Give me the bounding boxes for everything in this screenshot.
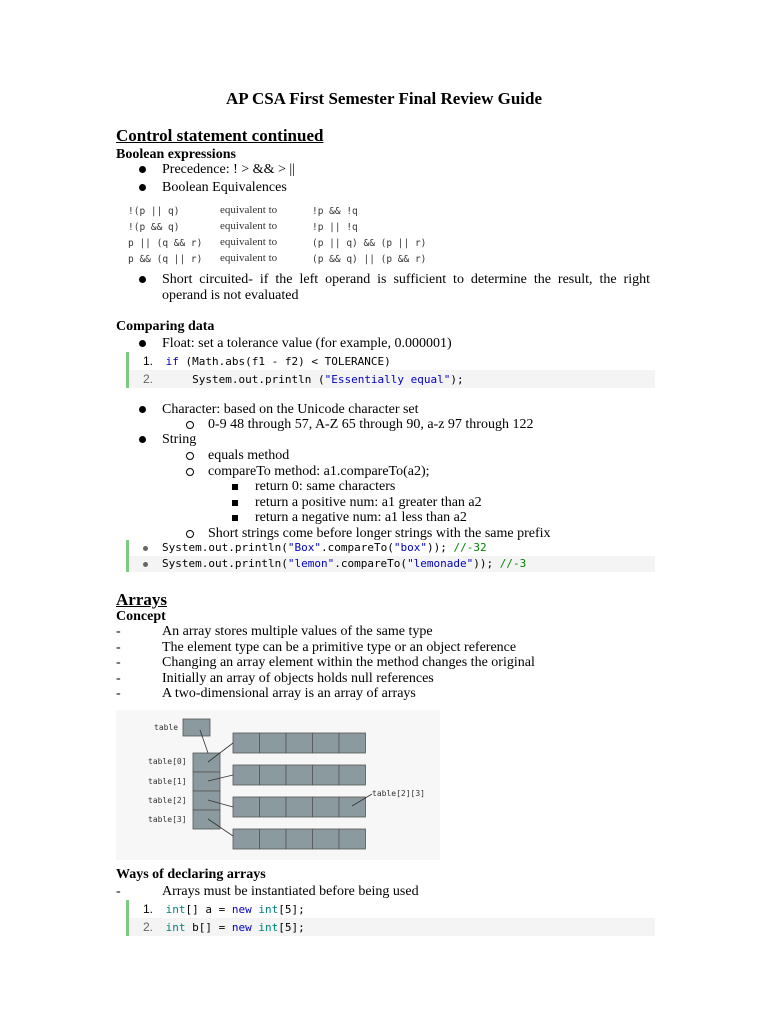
row-label: table[3]	[148, 815, 187, 824]
code-type: int	[258, 903, 279, 916]
eq-mid: equivalent to	[220, 236, 278, 248]
equivalences-text: Boolean Equivalences	[162, 180, 287, 195]
dash-bullet: -	[116, 686, 121, 701]
dash-bullet: -	[116, 884, 121, 899]
concept-heading: Concept	[116, 609, 166, 624]
code-block-float	[126, 352, 655, 388]
line-number: 1.	[142, 902, 153, 916]
table-label: table	[154, 723, 179, 732]
code-text: [5];	[278, 921, 305, 934]
control-heading: Control statement continued	[116, 126, 324, 145]
code-comment: //-3	[499, 557, 527, 570]
circle-bullet-icon	[186, 421, 194, 429]
code-line	[129, 556, 655, 572]
code-text: [5];	[278, 903, 305, 916]
ways-text: Arrays must be instantiated before being used	[162, 884, 419, 899]
line-bullet-icon	[143, 546, 148, 551]
code-keyword: new	[231, 921, 252, 934]
string-text: String	[162, 432, 197, 447]
code-string: "Box"	[287, 541, 321, 554]
concept-item: An array stores multiple values of the same type	[162, 624, 433, 639]
char-range-text: 0-9 48 through 57, A-Z 65 through 90, a-z 97 through 122	[208, 417, 534, 432]
bullet-item	[139, 162, 146, 178]
code-string: "box"	[393, 541, 427, 554]
bullet-item	[139, 180, 146, 196]
code-text: b[] =	[185, 921, 232, 934]
arrays-heading: Arrays	[116, 590, 167, 609]
boolean-heading: Boolean expressions	[116, 147, 236, 162]
equals-text: equals method	[208, 448, 290, 463]
code-line	[129, 900, 655, 918]
code-block-declare	[126, 900, 655, 936]
cell-label: table[2][3]	[372, 789, 425, 798]
concept-item: A two-dimensional array is an array of arrays	[162, 686, 416, 701]
concept-item: The element type can be a primitive type or an object reference	[162, 640, 517, 655]
code-type: int	[165, 903, 186, 916]
short-circuit-text-cont: operand is not evaluated	[162, 288, 299, 303]
ways-heading: Ways of declaring arrays	[116, 867, 266, 882]
square-bullet-icon	[232, 500, 238, 506]
code-text: (Math.abs(f1 - f2) < TOLERANCE)	[178, 355, 391, 368]
dash-bullet: -	[116, 671, 121, 686]
row-label: table[1]	[148, 777, 187, 786]
page-title: AP CSA First Semester Final Review Guide	[225, 89, 543, 108]
short-circuit-text: Short circuited- if the left operand is sufficient to determine the result, the right	[162, 272, 650, 287]
code-text: );	[450, 373, 464, 386]
eq-mid: equivalent to	[220, 252, 278, 264]
code-type: int	[165, 921, 186, 934]
concept-item: Changing an array element within the method changes the original	[162, 655, 535, 670]
bullet-icon	[139, 276, 146, 283]
code-line	[129, 918, 655, 936]
character-text: Character: based on the Unicode character set	[162, 402, 419, 417]
code-text: .compareTo(	[320, 541, 394, 554]
code-text: [] a =	[185, 903, 232, 916]
eq-left: !(p && q)	[128, 222, 180, 233]
return-zero-text: return 0: same characters	[255, 479, 396, 494]
table-ref-box	[183, 719, 210, 736]
return-negative-text: return a negative num: a1 less than a2	[255, 510, 467, 525]
bullet-icon	[139, 184, 146, 191]
code-text: System.out.println (	[165, 373, 325, 386]
code-keyword: if	[165, 355, 179, 368]
square-bullet-icon	[232, 515, 238, 521]
code-block-compareto	[126, 540, 655, 572]
bullet-icon	[139, 436, 146, 443]
bullet-icon	[139, 166, 146, 173]
bullet-item	[139, 272, 146, 288]
concept-item: Initially an array of objects holds null references	[162, 671, 434, 686]
code-line	[129, 352, 655, 370]
code-line	[129, 540, 655, 556]
sub-sub-bullet	[232, 510, 238, 526]
eq-right: !p && !q	[312, 206, 358, 217]
bullet-item	[139, 402, 146, 418]
dash-bullet: -	[116, 655, 121, 670]
bullet-icon	[139, 340, 146, 347]
code-string: "lemonade"	[407, 557, 474, 570]
short-strings-text: Short strings come before longer strings with the same prefix	[208, 526, 551, 541]
float-text: Float: set a tolerance value (for example, 0.000001)	[162, 336, 452, 351]
line-number: 1.	[142, 354, 153, 368]
code-line	[129, 370, 655, 388]
bullet-item	[139, 432, 146, 448]
sub-sub-bullet	[232, 495, 238, 511]
sub-bullet	[186, 464, 194, 480]
compareto-text: compareTo method: a1.compareTo(a2);	[208, 464, 430, 479]
code-comment: //-32	[453, 541, 487, 554]
line-number: 2.	[142, 372, 153, 386]
line-number: 2.	[142, 920, 153, 934]
bullet-icon	[139, 406, 146, 413]
sub-sub-bullet	[232, 479, 238, 495]
circle-bullet-icon	[186, 468, 194, 476]
square-bullet-icon	[232, 484, 238, 490]
boolean-equivalence-table	[116, 200, 436, 270]
circle-bullet-icon	[186, 530, 194, 538]
code-text: ));	[426, 541, 454, 554]
outer-array	[193, 753, 220, 829]
eq-mid: equivalent to	[220, 220, 278, 232]
two-d-array-diagram	[116, 710, 440, 860]
return-positive-text: return a positive num: a1 greater than a2	[255, 495, 482, 510]
row-label: table[0]	[148, 757, 187, 766]
code-string: "Essentially equal"	[324, 373, 451, 386]
code-text: ));	[473, 557, 500, 570]
eq-left: !(p || q)	[128, 206, 180, 217]
sub-bullet	[186, 448, 194, 464]
eq-left: p || (q && r)	[128, 238, 203, 249]
code-text: System.out.println(	[162, 557, 288, 570]
eq-left: p && (q || r)	[128, 254, 203, 265]
sub-bullet	[186, 417, 194, 433]
code-text: .compareTo(	[334, 557, 408, 570]
code-text: System.out.println(	[162, 541, 288, 554]
eq-right: !p || !q	[312, 222, 358, 233]
row-label: table[2]	[148, 796, 187, 805]
precedence-text: Precedence: ! > && > ||	[162, 162, 295, 177]
eq-mid: equivalent to	[220, 204, 278, 216]
code-type: int	[258, 921, 279, 934]
line-bullet-icon	[143, 562, 148, 567]
code-keyword: new	[231, 903, 252, 916]
code-string: "lemon"	[287, 557, 335, 570]
dash-bullet: -	[116, 624, 121, 639]
dash-bullet: -	[116, 640, 121, 655]
eq-right: (p && q) || (p && r)	[312, 254, 427, 265]
eq-right: (p || q) && (p || r)	[312, 238, 427, 249]
bullet-item	[139, 336, 146, 352]
comparing-heading: Comparing data	[116, 319, 215, 334]
circle-bullet-icon	[186, 452, 194, 460]
